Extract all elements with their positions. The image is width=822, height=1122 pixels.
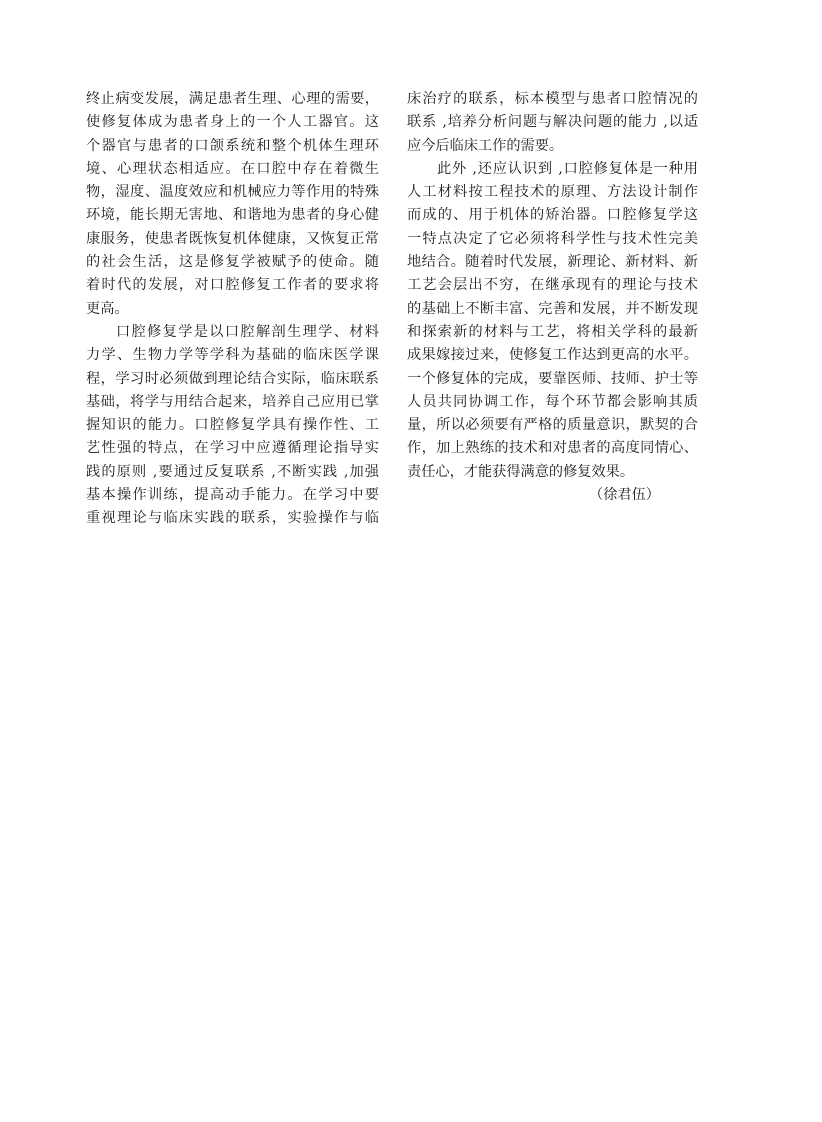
text-line: 更高。 xyxy=(86,300,129,317)
text-line: 重视理论与临床实践的联系，实验操作与临 xyxy=(86,510,379,527)
text-line: 口腔修复学是以口腔解剖生理学、材料 xyxy=(116,323,379,340)
text-line: 基本操作训练，提高动手能力。在学习中要 xyxy=(86,487,379,504)
text-line: 践的原则 ,要通过反复联系 ,不断实践 ,加强 xyxy=(86,463,379,480)
text-line: 工艺会层出不穷，在继承现有的理论与技术 xyxy=(407,277,698,294)
text-line: 康服务，使患者既恢复机体健康，又恢复正常 xyxy=(86,230,379,247)
text-line: 作，加上熟练的技术和对患者的高度同情心、 xyxy=(407,440,698,457)
right-column xyxy=(407,88,698,507)
text-line: 一个修复体的完成，要靠医师、技师、护士等 xyxy=(407,370,698,387)
text-line: 和探索新的材料与工艺，将相关学科的最新 xyxy=(407,323,698,340)
text-line: 个器官与患者的口颌系统和整个机体生理环 xyxy=(86,137,379,154)
text-line: 床治疗的联系，标本模型与患者口腔情况的 xyxy=(407,91,698,107)
text-line: 使修复体成为患者身上的一个人工器官。这 xyxy=(86,114,379,131)
text-line: 一特点决定了它必须将科学性与技术性完美 xyxy=(407,230,698,247)
text-line: 地结合。随着时代发展，新理论、新材料、新 xyxy=(407,254,698,271)
text-line: 物，湿度、温度效应和机械应力等作用的特殊 xyxy=(86,184,379,201)
text-line: 人员共同协调工作，每个环节都会影响其质 xyxy=(407,393,698,410)
text-line: 境、心理状态相适应。在口腔中存在着微生 xyxy=(86,160,379,177)
text-line: 人工材料按工程技术的原理、方法设计制作 xyxy=(407,184,698,201)
author-signature: （徐君伍） xyxy=(589,487,660,504)
text-line: 终止病变发展，满足患者生理、心理的需要， xyxy=(86,91,379,107)
text-line: 握知识的能力。口腔修复学具有操作性、工 xyxy=(86,417,379,434)
text-line: 成果嫁接过来，使修复工作达到更高的水平。 xyxy=(407,347,698,364)
text-line: 程，学习时必须做到理论结合实际，临床联系 xyxy=(86,370,379,387)
left-column xyxy=(86,88,379,531)
text-line: 环境，能长期无害地、和谐地为患者的身心健 xyxy=(86,207,379,224)
text-line: 的社会生活，这是修复学被赋予的使命。随 xyxy=(86,254,379,271)
text-line: 责任心，才能获得满意的修复效果。 xyxy=(407,463,635,480)
text-line: 应今后临床工作的需要。 xyxy=(407,137,564,154)
text-line: 量，所以必须要有严格的质量意识，默契的合 xyxy=(407,417,698,434)
text-line: 艺性强的特点，在学习中应遵循理论指导实 xyxy=(86,440,379,457)
text-line: 此外 ,还应认识到 ,口腔修复体是一种用 xyxy=(437,160,698,177)
text-line: 而成的、用于机体的矫治器。口腔修复学这 xyxy=(407,207,698,224)
text-line: 着时代的发展，对口腔修复工作者的要求将 xyxy=(86,277,379,294)
text-line: 的基础上不断丰富、完善和发展，并不断发现 xyxy=(407,300,698,317)
text-line: 联系 ,培养分析问题与解决问题的能力 ,以适 xyxy=(407,114,698,131)
text-line: 力学、生物力学等学科为基础的临床医学课 xyxy=(86,347,379,364)
text-line: 基础，将学与用结合起来，培养自己应用已掌 xyxy=(86,393,379,410)
